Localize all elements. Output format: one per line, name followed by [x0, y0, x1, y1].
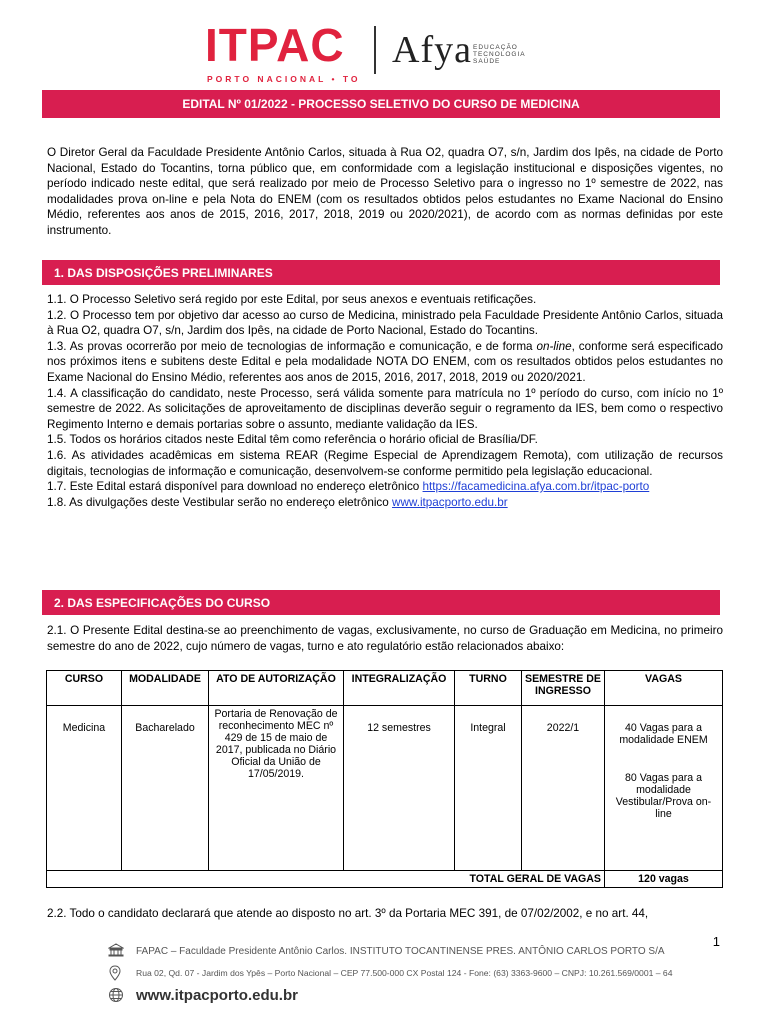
table-total-row — [47, 871, 723, 888]
item-1-3-text-a: 1.3. As provas ocorrerão por meio de tecnologias de informação e comunicação, e de forma — [47, 339, 537, 353]
cell-modalidade: Bacharelado — [122, 706, 209, 871]
item-1-7 — [47, 479, 723, 495]
cell-turno: Integral — [455, 706, 522, 871]
footer-institution — [108, 940, 748, 962]
item-1-3-italic: on-line — [536, 339, 572, 353]
logo-divider — [374, 26, 376, 74]
cell-integralizacao: 12 semestres — [344, 706, 455, 871]
footer-institution-text: FAPAC – Faculdade Presidente Antônio Carlos. INSTITUTO TOCANTINENSE PRES. ANTÔNIO CARLOS PORTO S/A — [136, 945, 665, 957]
footer-address-text: Rua 02, Qd. 07 - Jardim dos Ypês – Porto Nacional – CEP 77.500-000 CX Postal 124 - Fone: (63) 3363-9600 – CNPJ: 10.261.569/0001 – 64 — [136, 968, 673, 978]
item-1-6: 1.6. As atividades acadêmicas em sistema REAR (Regime Especial de Aprendizagem Remota), com utilização de recursos digitais, tecnologias de informação e comunicação, desenvolvem-se conforme permitido pela legislação educacional. — [47, 448, 723, 478]
section-1-body — [47, 292, 723, 510]
section-2-item-2 — [47, 906, 723, 922]
location-pin-icon — [108, 965, 128, 981]
col-semestre: SEMESTRE DE INGRESSO — [522, 671, 605, 706]
page-number: 1 — [712, 934, 720, 949]
edital-download-link[interactable]: https://facamedicina.afya.com.br/itpac-porto — [422, 480, 650, 494]
item-1-8 — [47, 495, 723, 511]
section-1-heading-bar — [42, 260, 720, 285]
intro-paragraph — [47, 145, 723, 239]
item-1-7-text: 1.7. Este Edital estará disponível para download no endereço eletrônico — [47, 480, 423, 494]
header-logos — [0, 19, 768, 84]
building-icon — [108, 943, 128, 959]
item-2-1: 2.1. O Presente Edital destina-se ao preenchimento de vagas, exclusivamente, no curso de Graduação em Medicina, no primeiro semestre do ano de 2022, cujo número de vagas, turno e ato regulatório estão relacionados abaixo: — [47, 624, 723, 653]
section-2-intro — [47, 623, 723, 654]
vagas-prova: 80 Vagas para a modalidade Vestibular/Prova on-line — [615, 772, 712, 820]
document-title: EDITAL Nº 01/2022 - PROCESSO SELETIVO DO CURSO DE MEDICINA — [182, 97, 580, 111]
footer-website-link[interactable]: www.itpacporto.edu.br — [136, 986, 298, 1004]
col-modalidade: MODALIDADE — [122, 671, 209, 706]
col-vagas: VAGAS — [605, 671, 723, 706]
document-title-bar — [42, 90, 720, 118]
item-1-8-text: 1.8. As divulgações deste Vestibular serão no endereço eletrônico — [47, 495, 393, 509]
vestibular-site-link[interactable]: www.itpacporto.edu.br — [392, 495, 508, 509]
afya-logo: Afya — [392, 29, 472, 71]
item-1-3-text-b: , conforme será especificado nos próximos itens e subitens deste Edital e pela modalidade NOTA DO ENEM, com os resultados obtidos pelos estudantes no Exame Nacional do Ensino Médio, referentes aos anos de 2015, 2016, 2017, 2018, 2019 ou 2020/2021. — [47, 339, 723, 384]
cell-vagas — [605, 706, 723, 871]
section-1-heading: 1. DAS DISPOSIÇÕES PRELIMINARES — [54, 265, 273, 280]
afya-logo-subtitle: EDUCAÇÃO TECNOLOGIA SAÚDE — [473, 44, 526, 65]
col-ato: ATO DE AUTORIZAÇÃO — [209, 671, 344, 706]
item-1-1: 1.1. O Processo Seletivo será regido por este Edital, por seus anexos e eventuais retificações. — [47, 293, 537, 306]
item-1-3 — [47, 339, 723, 386]
item-1-4: 1.4. A classificação do candidato, neste Processo, será válida somente para matrícula no 1º período do curso, com início no 1º semestre de 2022. As solicitações de aproveitamento de disciplinas deverão seguir o regramento da IES, bem como o respectivo Regimento Interno e demais portarias sobre o assunto, mediante validação da IES. — [47, 386, 723, 431]
item-1-5: 1.5. Todos os horários citados neste Edital têm como referência o horário oficial de Brasília/DF. — [47, 433, 538, 447]
cell-semestre: 2022/1 — [522, 706, 605, 871]
intro-text: O Diretor Geral da Faculdade Presidente Antônio Carlos, situada à Rua O2, quadra O7, s/n, Jardim dos Ipês, na cidade de Porto Nacional, Estado do Tocantins, torna público que, em conformidade com a legislação institucional e disposições vigentes, no período indicado neste edital, que será realizado por meio de Processo Seletivo para o ingresso no 1º semestre de 2022, nas modalidades prova on-line e pela Nota do ENEM (com os resultados obtidos pelos estudantes no Exame Nacional do Ensino Médio, referentes aos anos de 2015, 2016, 2017, 2018, 2019 ou 2020/2021), de acordo com as normas definidas por este instrumento. — [47, 146, 723, 237]
total-value: 120 vagas — [605, 871, 723, 888]
footer-address — [108, 962, 748, 984]
cell-ato: Portaria de Renovação de reconhecimento MEC nº 429 de 15 de maio de 2017, publicada no Diário Oficial da União de 17/05/2019. — [209, 706, 344, 871]
item-2-2: 2.2. Todo o candidato declarará que atende ao disposto no art. 3º da Portaria MEC 391, de 07/02/2002, e no art. 44, — [47, 907, 649, 920]
itpac-logo-subtitle: PORTO NACIONAL • TO — [207, 74, 361, 84]
col-curso: CURSO — [47, 671, 122, 706]
section-2-heading: 2. DAS ESPECIFICAÇÕES DO CURSO — [54, 595, 271, 610]
col-turno: TURNO — [455, 671, 522, 706]
cell-curso: Medicina — [47, 706, 122, 871]
table-header-row — [47, 671, 723, 706]
vagas-enem: 40 Vagas para a modalidade ENEM — [619, 722, 708, 746]
table-row — [47, 706, 723, 871]
vagas-table — [46, 670, 723, 888]
globe-icon — [108, 987, 128, 1003]
itpac-logo: ITPAC — [205, 19, 345, 71]
footer — [108, 940, 748, 1006]
total-label: TOTAL GERAL DE VAGAS — [47, 871, 605, 888]
footer-website — [108, 984, 748, 1006]
col-integralizacao: INTEGRALIZAÇÃO — [344, 671, 455, 706]
section-2-heading-bar — [42, 590, 720, 615]
item-1-2: 1.2. O Processo tem por objetivo dar acesso ao curso de Medicina, ministrado pela Faculdade Presidente Antônio Carlos, situada à Rua O2, quadra O7, s/n, Jardim dos Ipês, na cidade de Porto Nacional, Estado do Tocantins. — [47, 308, 723, 338]
